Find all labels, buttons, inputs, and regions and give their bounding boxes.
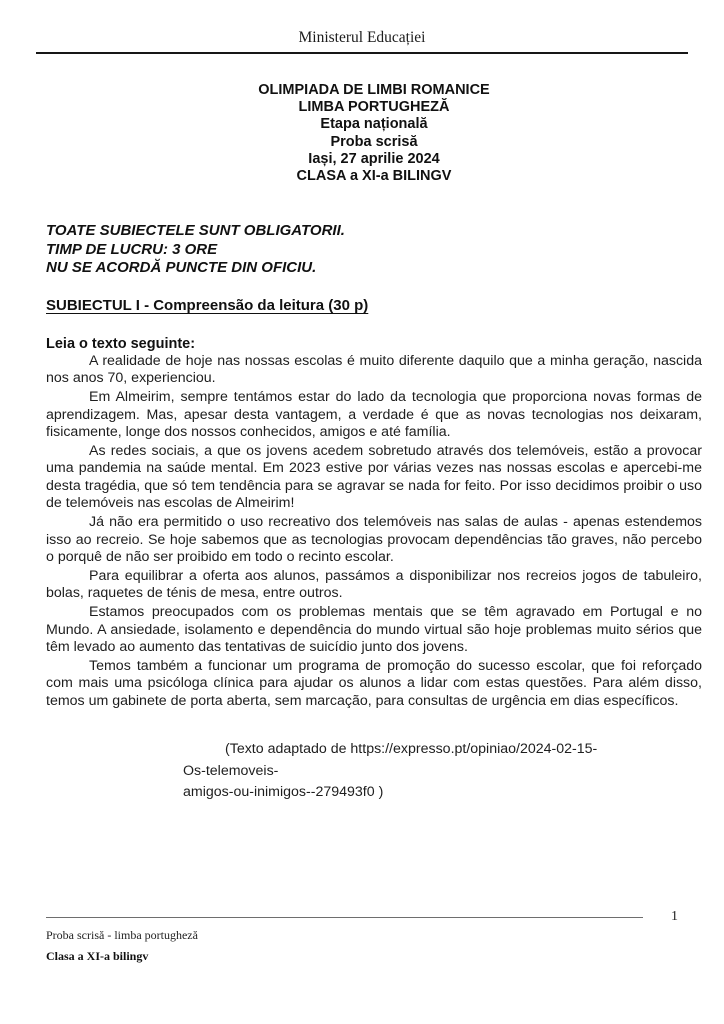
text-paragraph: A realidade de hoje nas nossas escolas é muito diferente daquilo que a minha geração, nascida nos anos 70, experienciou. bbox=[46, 353, 702, 387]
text-paragraph: Já não era permitido o uso recreativo dos telemóveis nas salas de aulas - apenas estendemos isso ao recreio. Se hoje sabemos que as tecnologias provocam dependências tão graves, não percebo o porquê de não ser proibido em todo o recinto escolar. bbox=[46, 514, 702, 565]
reading-instruction: Leia o texto seguinte: bbox=[46, 336, 196, 352]
text-paragraph: Temos também a funcionar um programa de promoção do sucesso escolar, que foi reforçado com mais uma psicóloga clínica para ajudar os alunos a lidar com estas questões. Para além disso, temos um gabinete de porta aberta, sem marcação, para consultas de urgência em dias específicos. bbox=[46, 657, 702, 709]
page-footer bbox=[46, 909, 678, 964]
notice-line-mandatory: TOATE SUBIECTELE SUNT OBLIGATORII. bbox=[46, 222, 345, 240]
source-credit-line1: (Texto adaptado de https://expresso.pt/opiniao/2024-02-15-Os-telemoveis- bbox=[183, 741, 598, 779]
notice-line-duration: TIMP DE LUCRU: 3 ORE bbox=[46, 240, 218, 258]
title-line-olympiad: OLIMPIADA DE LIMBI ROMANICE bbox=[258, 82, 490, 98]
section-1-heading: SUBIECTUL I - Compreensão da leitura (30 p) bbox=[46, 297, 369, 314]
title-line-language: LIMBA PORTUGHEZĂ bbox=[298, 99, 450, 116]
page-number: 1 bbox=[671, 909, 678, 924]
page-content bbox=[0, 82, 724, 804]
footer-test-name: Proba scrisă - limba portugheză bbox=[46, 928, 198, 942]
title-line-test-type: Proba scrisă bbox=[330, 133, 418, 150]
title-line-class: CLASA a XI-a BILINGV bbox=[296, 168, 452, 185]
ministry-name: Ministerul Educației bbox=[298, 29, 426, 46]
footer-rule bbox=[46, 917, 643, 918]
section-heading-wrap bbox=[46, 278, 702, 315]
source-credit bbox=[183, 739, 601, 804]
title-line-date-place: Iași, 27 aprilie 2024 bbox=[308, 150, 440, 167]
notice-line-points: NU SE ACORDĂ PUNCTE DIN OFICIU. bbox=[46, 259, 317, 277]
text-paragraph: As redes sociais, a que os jovens acedem sobretudo através dos telemóveis, estão a provocar uma pandemia na saúde mental. Em 2023 estive por várias vezes nas nossas escolas e apercebi-me desta tragédia, que só tem tendência para se agravar se nada for feito. Por isso decidimos proibir o uso de telemóveis nas escolas de Almeirim! bbox=[46, 443, 702, 512]
exam-title-block bbox=[46, 82, 702, 185]
exam-rules-notice bbox=[46, 222, 702, 278]
footer-rule-row bbox=[46, 909, 678, 925]
text-paragraph: Para equilibrar a oferta aos alunos, passámos a disponibilizar nos recreios jogos de tabuleiro, bolas, raquetes de ténis de mesa, entre outros. bbox=[46, 567, 702, 602]
footer-class-name: Clasa a XI-a bilingv bbox=[46, 949, 149, 963]
source-credit-line2: amigos-ou-inimigos--279493f0 ) bbox=[183, 784, 384, 800]
reading-text bbox=[46, 353, 702, 710]
text-paragraph: Em Almeirim, sempre tentámos estar do lado da tecnologia que proporciona novas formas de aprendizagem. Mas, apesar desta vantagem, a verdade é que as novas tecnologias nos deixaram, fisicamente, longe dos nossos conhecidos, amigos e até família. bbox=[46, 389, 702, 441]
text-paragraph: Estamos preocupados com os problemas mentais que se têm agravado em Portugal e no Mundo. A ansiedade, isolamento e dependência do mundo virtual são hoje problemas muito sérios que têm levado ao aumento das tentativas de suicídio junto dos jovens. bbox=[46, 604, 702, 655]
page-header bbox=[36, 0, 688, 54]
title-line-stage: Etapa națională bbox=[320, 116, 428, 133]
